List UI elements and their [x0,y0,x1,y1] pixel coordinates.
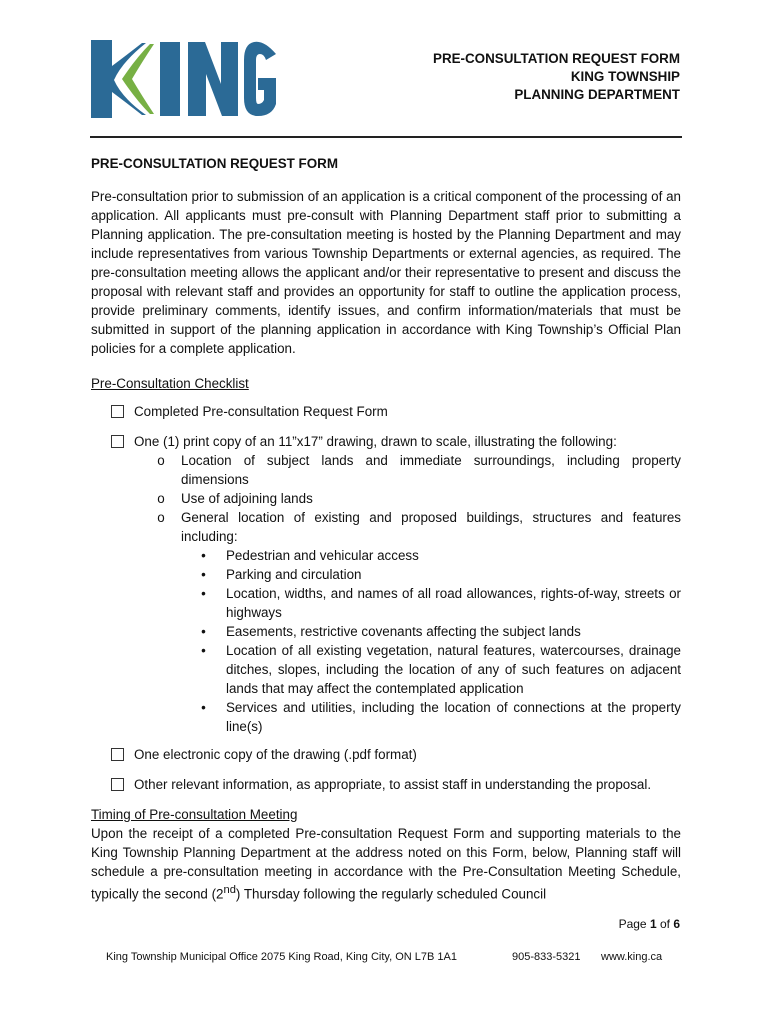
list-item: • Parking and circulation [181,565,681,584]
logo-k-blue-swoosh [91,40,146,118]
checklist-item-label: One (1) print copy of an 11”x17” drawing, drawn to scale, illustrating the following: [134,434,617,449]
page-number: Page 1 of 6 [618,917,680,931]
list-item: • Easements, restrictive covenants affecting the subject lands [181,622,681,641]
checklist-item-electronic-copy [111,745,681,764]
checklist-item-label: One electronic copy of the drawing (.pdf format) [134,747,417,762]
header-form-title: PRE-CONSULTATION REQUEST FORM [433,51,680,66]
checkbox[interactable] [111,778,124,791]
checklist-item-label: Completed Pre-consultation Request Form [134,404,388,419]
logo-letter-i [160,42,180,116]
timing-heading: Timing of Pre-consultation Meeting [91,807,298,822]
bullet-icon: • [201,624,206,639]
checkbox[interactable] [111,435,124,448]
list-item: • Location of all existing vegetation, natural features, watercourses, drainage ditches, slopes, including the location of any of such features on adjacent lands that may affect the contemplated application [181,641,681,698]
footer-website[interactable]: www.king.ca [601,951,663,963]
drawing-requirements-list [141,451,681,546]
document-header [433,50,680,104]
king-logo [88,40,278,118]
footer-phone: 905-833-5321 [512,951,581,963]
list-item: o Location of subject lands and immediate surroundings, including property dimensions [141,451,681,489]
timing-paragraph: Upon the receipt of a completed Pre-consultation Request Form and supporting materials to the King Township Planning Department at the address noted on this Form, below, Planning staff will schedule a pre-consultation meeting in accordance with the Pre-Consultation Meeting Schedule, typically the second (2nd) Thursday following the regularly scheduled Council [91,826,681,902]
checklist-heading: Pre-Consultation Checklist [91,376,249,391]
checkbox[interactable] [111,748,124,761]
circle-bullet-icon: o [157,510,165,525]
checklist-item-other-info [111,775,681,794]
logo-k-green-leaf [122,44,154,114]
list-item: o General location of existing and proposed buildings, structures and features including: [141,508,681,546]
list-item: o Use of adjoining lands [141,489,681,508]
intro-paragraph: Pre-consultation prior to submission of an application is a critical component of the processing of an application. All applicants must pre-consult with Planning Department staff prior to submitting a Planning application. The pre-consultation meeting is hosted by the Planning Department and may include representatives from various Township Departments or external agencies, as required. The pre-consultation meeting allows the applicant and/or their representative to present and discuss the proposal with relevant staff and provides an opportunity for staff to outline the application process, provide preliminary comments, identify issues, and confirm information/materials that must be submitted in support of the planning application in accordance with King Township’s Official Plan policies for a complete application. [91,189,681,356]
document-body [91,154,681,903]
checklist-item-print-copy [111,432,681,451]
list-item: • Services and utilities, including the location of connections at the property line(s) [181,698,681,736]
bullet-icon: • [201,700,206,715]
checklist-item-request-form [111,402,681,421]
logo-letter-n [188,42,238,116]
bullet-icon: • [201,567,206,582]
header-department: PLANNING DEPARTMENT [514,87,680,102]
header-divider [90,136,682,138]
feature-list [181,546,681,736]
circle-bullet-icon: o [157,491,165,506]
section-title: PRE-CONSULTATION REQUEST FORM [91,156,338,171]
logo-letter-g [244,42,276,116]
list-item: • Pedestrian and vehicular access [181,546,681,565]
footer-address: King Township Municipal Office 2075 King Road, King City, ON L7B 1A1 [106,951,457,963]
bullet-icon: • [201,643,206,658]
circle-bullet-icon: o [157,453,165,468]
bullet-icon: • [201,548,206,563]
checklist-item-label: Other relevant information, as appropriate, to assist staff in understanding the proposal. [134,777,652,792]
header-township: KING TOWNSHIP [570,69,680,84]
list-item: • Location, widths, and names of all road allowances, rights-of-way, streets or highways [181,584,681,622]
checkbox[interactable] [111,405,124,418]
bullet-icon: • [201,586,206,601]
